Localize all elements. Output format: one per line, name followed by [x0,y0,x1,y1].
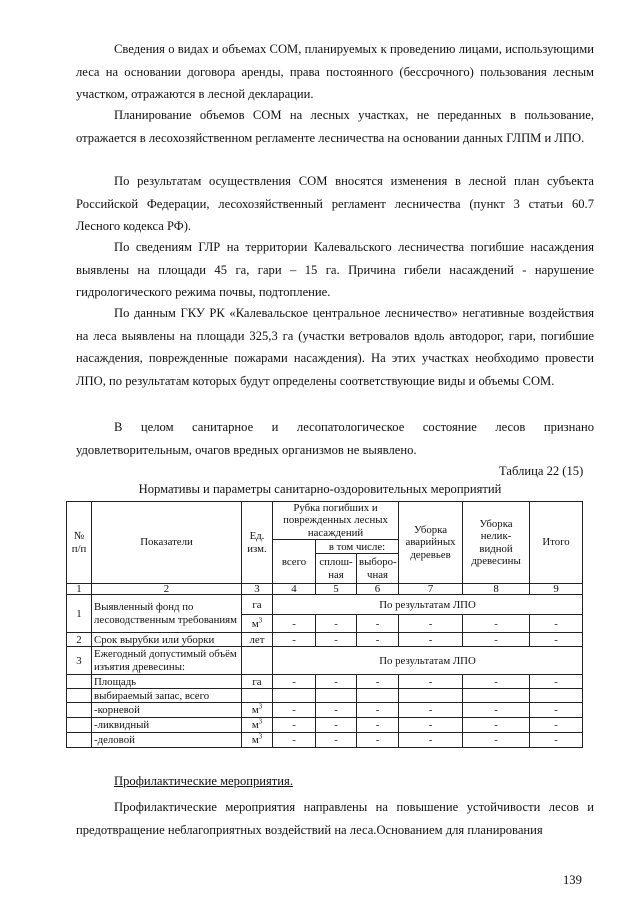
dash-cell: - [530,718,583,733]
row-number [67,675,92,689]
row-label: Площадь [92,675,242,689]
row-unit [242,689,273,703]
dash-cell: - [530,615,583,633]
dash-cell: - [316,703,357,718]
dash-cell: - [357,703,399,718]
colnum: 1 [67,584,92,595]
header-illiquid: Уборка нелик- видной древесины [463,502,530,584]
dash-cell: - [273,675,316,689]
table-title: Нормативы и параметры санитарно-оздоровительных мероприятий [138,482,502,496]
dash-cell: - [530,675,583,689]
dash-cell: - [463,703,530,718]
colnum: 9 [530,584,583,595]
dash-cell: - [316,633,357,647]
dash-cell: - [530,633,583,647]
row-label: Срок вырубки или уборки [92,633,242,647]
paragraph-4: По сведениям ГЛР на территории Калевальского лесничества погибшие насаждения выявлены на площади 45 га, гари – 15 га. Причина гибели насаждений - нарушение гидрологического режима почвы, подтопление. [76,240,594,300]
row-number: 3 [67,647,92,675]
row-label: Ежегодный допустимый объём изъятия древесины: [92,647,242,675]
row-unit: лет [242,633,273,647]
dash-cell: - [316,615,357,633]
empty-cell [399,689,463,703]
section-subheading: Профилактические мероприятия. [114,774,293,788]
dash-cell: - [463,675,530,689]
row-label: Выявленный фонд по лесоводственным требованиям [92,595,242,633]
dash-cell: - [463,718,530,733]
lpo-note: По результатам ЛПО [273,647,583,675]
dash-cell: - [530,703,583,718]
row-label: -деловой [92,733,242,748]
header-emergency: Уборка аварийных деревьев [399,502,463,584]
paragraph-3: По результатам осуществления СОМ вносятся изменения в лесной план субъекта Российской Федерации, лесохозяйственный регламент лесничества (пункт 3 статьи 60.7 Лесного кодекса РФ). [76,174,594,234]
colnum: 2 [92,584,242,595]
header-indicators: Показатели [92,502,242,584]
header-felling: Рубка погибших и поврежденных лесных насаждений [273,502,399,540]
colnum: 3 [242,584,273,595]
paragraph-2: Планирование объемов СОМ на лесных участках, не переданных в пользование, отражается в лесохозяйственном регламенте лесничества на основании данных ГЛПМ и ЛПО. [76,108,594,145]
paragraph-1: Сведения о видах и объемах СОМ, планируемых к проведению лицами, использующими леса на основании договора аренды, права постоянного (бессрочного) пользования лесным участком, отражаются в лесной декларации. [76,42,594,102]
row-unit: $м^3$ [242,733,273,748]
header-including: в том числе: [316,540,399,554]
row-number: 2 [67,633,92,647]
dash-cell: - [399,733,463,748]
paragraph-6: В целом санитарное и лесопатологическое состояние лесов признано удовлетворительным, очагов вредных организмов не выявлено. [76,420,594,457]
dash-cell: - [273,718,316,733]
colnum: 8 [463,584,530,595]
dash-cell: - [399,718,463,733]
row-number [67,718,92,733]
dash-cell: - [463,615,530,633]
row-number: 1 [67,595,92,633]
dash-cell: - [463,733,530,748]
dash-cell: - [273,633,316,647]
row-unit: га [242,595,273,615]
header-unit: Ед. изм. [242,502,273,584]
dash-cell: - [357,733,399,748]
dash-cell: - [273,703,316,718]
page-number: 139 [563,873,582,887]
dash-cell: - [357,675,399,689]
empty-cell [316,689,357,703]
row-label: -ликвидный [92,718,242,733]
colnum: 5 [316,584,357,595]
header-felling-total: всего [273,540,316,584]
empty-cell [273,689,316,703]
row-label: -корневой [92,703,242,718]
paragraph-5: По данным ГКУ РК «Калевальское центральное лесничество» негативные воздействия на леса выявлены на площади 325,3 га (участки ветровалов вдоль автодорог, гари, погибшие насаждения, поврежденные пожарами насаждения). На этих участках необходимо провести ЛПО, по результатам которых будут определены соответствующие виды и объемы СОМ. [76,306,594,388]
row-number [67,703,92,718]
norms-table [66,501,583,748]
dash-cell: - [399,675,463,689]
row-label: выбираемый запас, всего [92,689,242,703]
row-unit: $м^3$ [242,615,273,633]
empty-cell [463,689,530,703]
dash-cell: - [399,615,463,633]
row-number [67,689,92,703]
dash-cell: - [399,633,463,647]
colnum: 4 [273,584,316,595]
colnum: 6 [357,584,399,595]
dash-cell: - [316,718,357,733]
row-number [67,733,92,748]
row-unit: $м^3$ [242,703,273,718]
dash-cell: - [357,718,399,733]
colnum: 7 [399,584,463,595]
table-number: Таблица 22 (15) [499,464,584,478]
row-unit: $м^3$ [242,718,273,733]
dash-cell: - [399,703,463,718]
dash-cell: - [316,675,357,689]
row-unit: га [242,675,273,689]
header-num: № п/п [67,502,92,584]
dash-cell: - [316,733,357,748]
dash-cell: - [463,633,530,647]
dash-cell: - [530,733,583,748]
dash-cell: - [273,615,316,633]
header-clear: сплош- ная [316,554,357,584]
dash-cell: - [357,633,399,647]
row-unit [242,647,273,675]
dash-cell: - [357,615,399,633]
header-select: выборо- чная [357,554,399,584]
header-itogo: Итого [530,502,583,584]
dash-cell: - [273,733,316,748]
lpo-note: По результатам ЛПО [273,595,583,615]
empty-cell [357,689,399,703]
empty-cell [530,689,583,703]
bottom-paragraph: Профилактические мероприятия направлены на повышение устойчивости лесов и предотвращение неблагоприятных воздействий на леса.Основанием для планирования [76,800,594,837]
